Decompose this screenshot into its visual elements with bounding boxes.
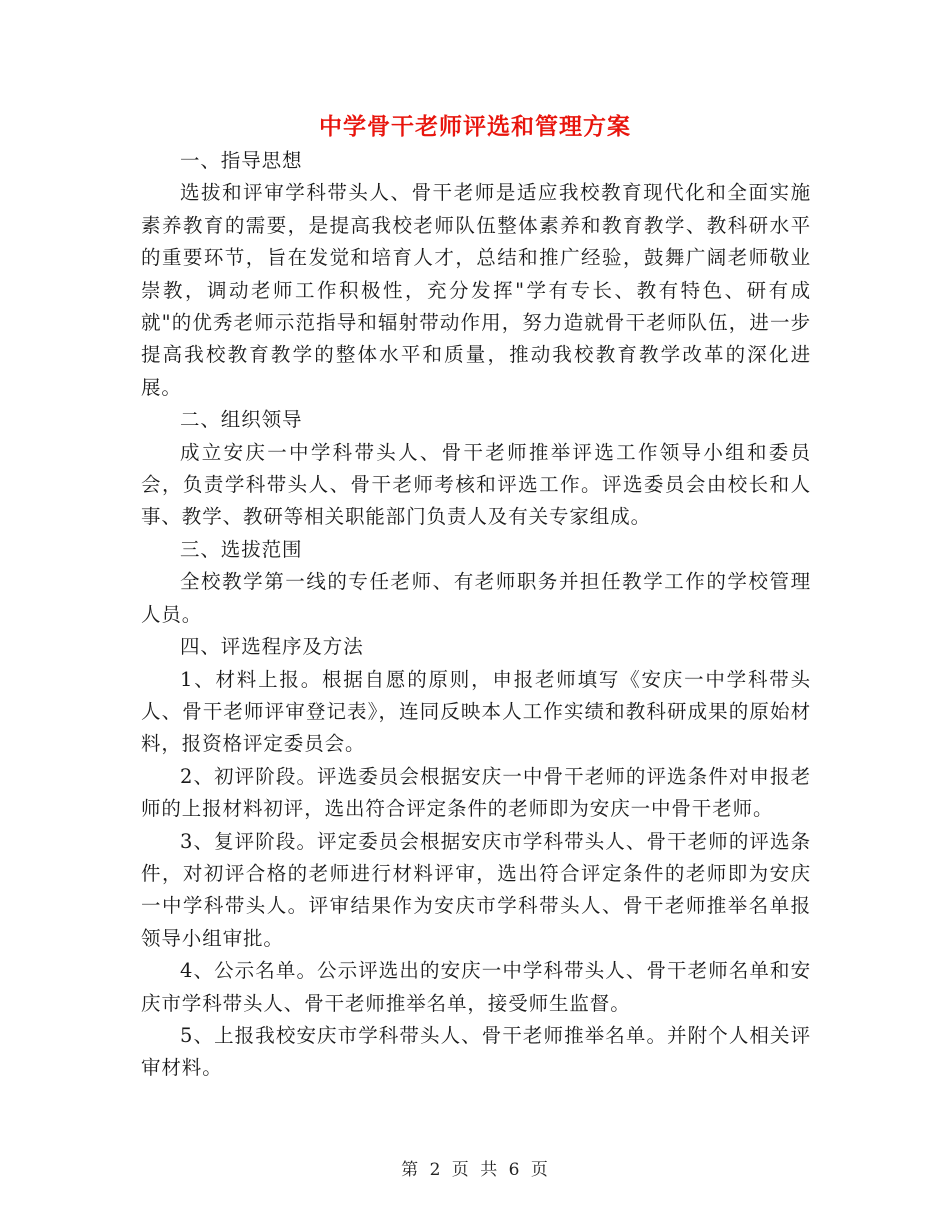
section-heading-procedure: 四、评选程序及方法 <box>180 635 364 659</box>
paragraph-step-3: 3、复评阶段。评定委员会根据安庆市学科带头人、骨干老师的评选条件，对初评合格的老师进行材料评审，选出符合评定条件的老师即为安庆一中学科带头人。评审结果作为安庆市学科带头人、骨干老师推举名单报领导小组审批。 <box>141 829 811 950</box>
paragraph-step-4: 4、公示名单。公示评选出的安庆一中学科带头人、骨干老师名单和安庆市学科带头人、骨干老师推举名单，接受师生监督。 <box>141 959 811 1015</box>
section-heading-selection-scope: 三、选拔范围 <box>180 537 303 561</box>
paragraph-selection-scope: 全校教学第一线的专任老师、有老师职务并担任教学工作的学校管理人员。 <box>141 570 811 626</box>
paragraph-organization: 成立安庆一中学科带头人、骨干老师推举评选工作领导小组和委员会，负责学科带头人、骨干老师考核和评选工作。评选委员会由校长和人事、教学、教研等相关职能部门负责人及有关专家组成。 <box>141 440 811 529</box>
paragraph-step-2: 2、初评阶段。评选委员会根据安庆一中骨干老师的评选条件对申报老师的上报材料初评，选出符合评定条件的老师即为安庆一中骨干老师。 <box>141 764 811 821</box>
paragraph-guiding-thought: 选拔和评审学科带头人、骨干老师是适应我校教育现代化和全面实施素养教育的需要，是提高我校老师队伍整体素养和教育教学、教科研水平的重要环节，旨在发觉和培育人才，总结和推广经验，鼓舞广阔老师敬业崇教，调动老师工作积极性，充分发挥"学有专长、教有特色、研有成就"的优秀老师示范指导和辐射带动作用，努力造就骨干老师队伍，进一步提高我校教育教学的整体水平和质量，推动我校教育教学改革的深化进展。 <box>141 181 811 399</box>
paragraph-step-1: 1、材料上报。根据自愿的原则，申报老师填写《安庆一中学科带头人、骨干老师评审登记表》，连同反映本人工作实绩和教科研成果的原始材料，报资格评定委员会。 <box>141 667 811 756</box>
document-body <box>141 145 811 1085</box>
document-title: 中学骨干老师评选和管理方案 <box>319 114 631 140</box>
paragraph-step-5: 5、上报我校安庆市学科带头人、骨干老师推举名单。并附个人相关评审材料。 <box>141 1023 811 1080</box>
section-heading-guiding-thought: 一、指导思想 <box>180 149 303 172</box>
section-heading-organization: 二、组织领导 <box>180 408 303 432</box>
page-number-footer: 第 2 页 共 6 页 <box>401 1160 549 1180</box>
